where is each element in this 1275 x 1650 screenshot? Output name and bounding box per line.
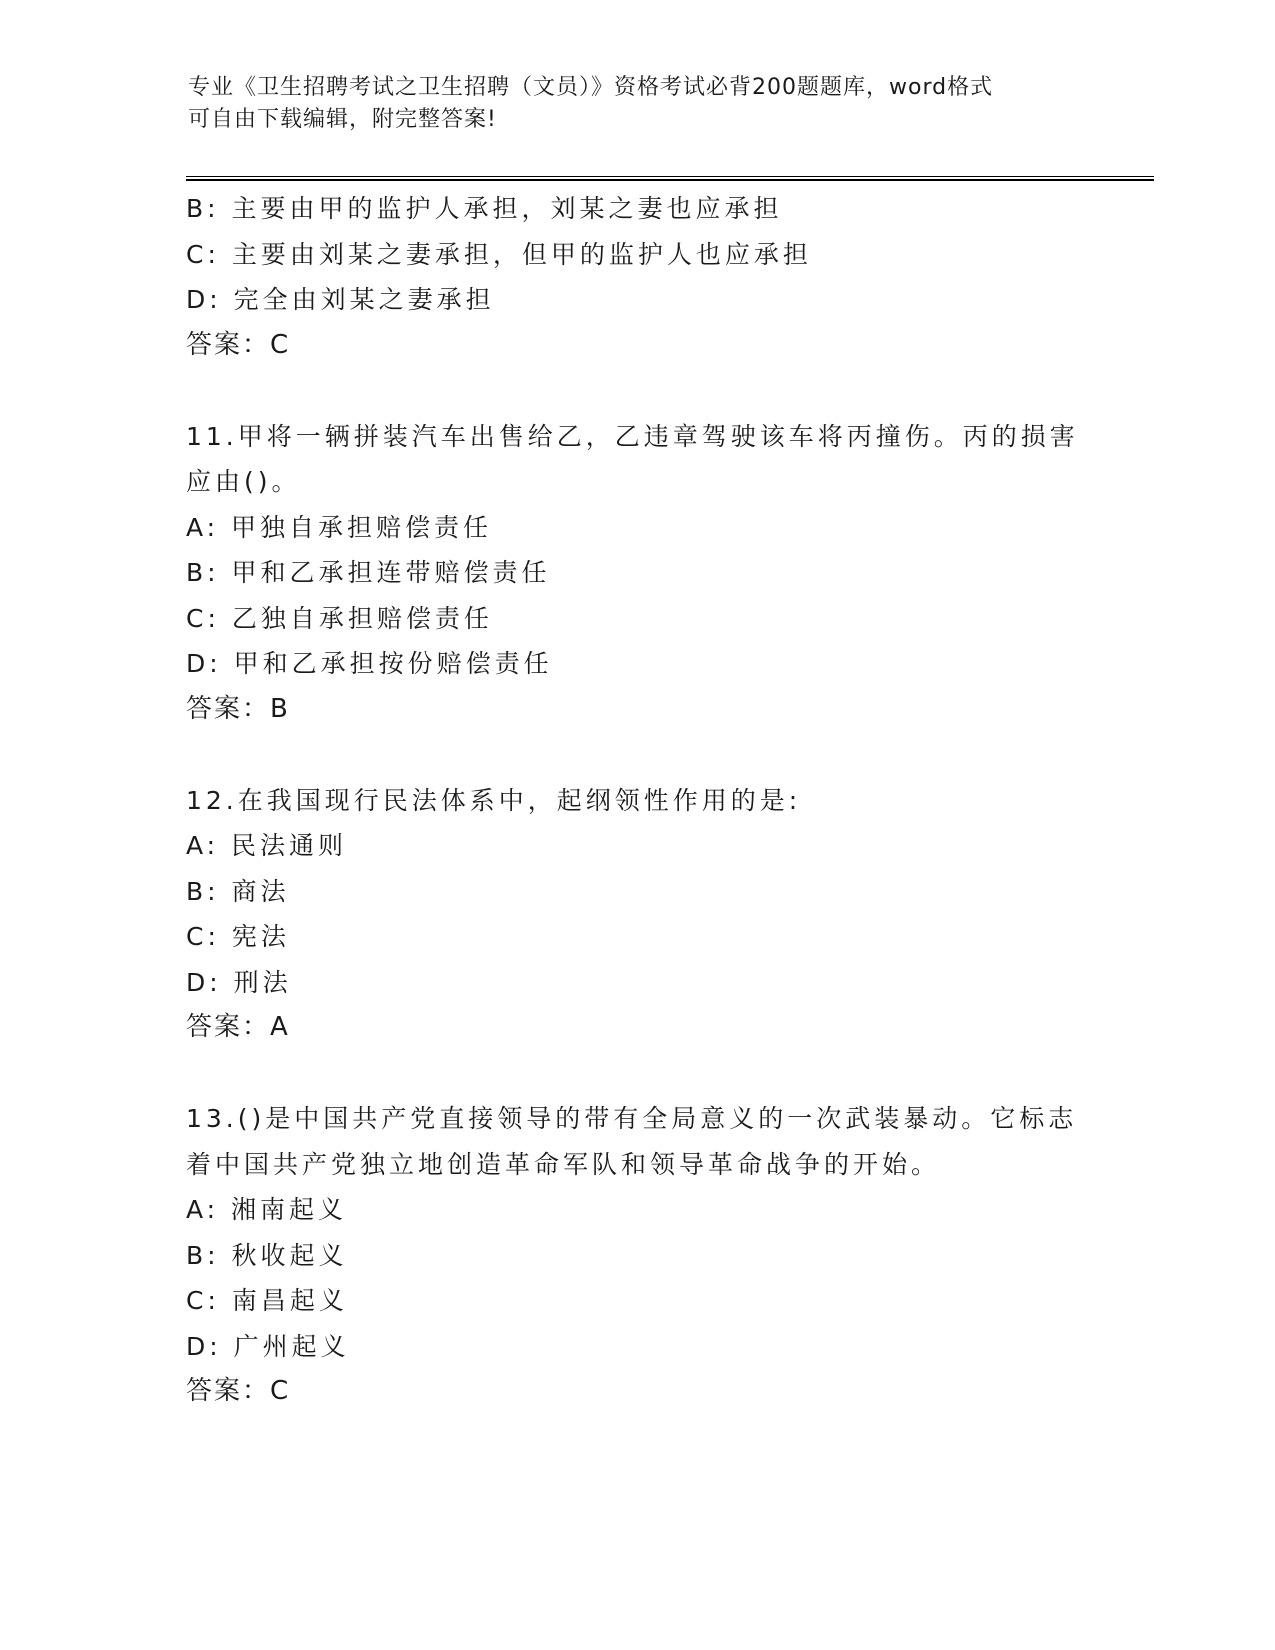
question-spacer — [186, 1051, 1086, 1097]
option-b: B: 主要由甲的监护人承担，刘某之妻也应承担 — [186, 194, 783, 223]
answer-line: 答案：C — [186, 329, 291, 360]
option-c: C: 南昌起义 — [186, 1286, 348, 1315]
divider-thick-line — [186, 179, 1154, 181]
header-title-line-2: 可自由下载编辑，附完整答案! — [188, 107, 497, 132]
answer-line: 答案：C — [186, 1376, 291, 1406]
option-c: C: 乙独自承担赔偿责任 — [186, 603, 493, 633]
document-header — [188, 72, 1068, 136]
question-stem-line-2: 着中国共产党独立地创造革命军队和领导革命战争的开始。 — [186, 1149, 941, 1179]
question-stem-line-1: 11.甲将一辆拼装汽车出售给乙，乙违章驾驶该车将丙撞伤。丙的损害 — [186, 421, 1079, 451]
question-11 — [186, 414, 1086, 733]
divider-thin-line — [186, 176, 1154, 177]
option-a: A: 甲独自承担赔偿责任 — [186, 512, 493, 542]
question-stem-line-2: 应由()。 — [186, 467, 301, 496]
option-a: A: 湘南起义 — [186, 1195, 348, 1224]
answer-line: 答案：A — [186, 1012, 290, 1042]
option-d: D: 完全由刘某之妻承担 — [186, 285, 495, 314]
option-d: D: 甲和乙承担按份赔偿责任 — [186, 649, 553, 678]
option-b: B: 秋收起义 — [186, 1240, 348, 1270]
option-b: B: 商法 — [186, 876, 290, 906]
question-stem-line-1: 13.()是中国共产党直接领导的带有全局意义的一次武装暴动。它标志 — [186, 1104, 1078, 1133]
question-list — [186, 186, 1086, 1415]
option-a: A: 民法通则 — [186, 831, 348, 860]
question-spacer — [186, 732, 1086, 778]
option-b: B: 甲和乙承担连带赔偿责任 — [186, 558, 551, 587]
header-title-line-1: 专业《卫生招聘考试之卫生招聘（文员）》资格考试必背200题题库，word格式 — [188, 75, 994, 100]
answer-line: 答案：B — [186, 693, 290, 724]
header-divider — [186, 176, 1154, 182]
option-d: D: 刑法 — [186, 967, 292, 997]
question-stem-line-1: 12.在我国现行民法体系中，起纲领性作用的是: — [186, 785, 802, 815]
option-c: C: 宪法 — [186, 922, 290, 951]
question-10 — [186, 186, 1086, 368]
option-d: D: 广州起义 — [186, 1331, 350, 1361]
question-spacer — [186, 368, 1086, 414]
question-12 — [186, 778, 1086, 1051]
option-c: C: 主要由刘某之妻承担，但甲的监护人也应承担 — [186, 239, 812, 269]
question-13 — [186, 1096, 1086, 1415]
